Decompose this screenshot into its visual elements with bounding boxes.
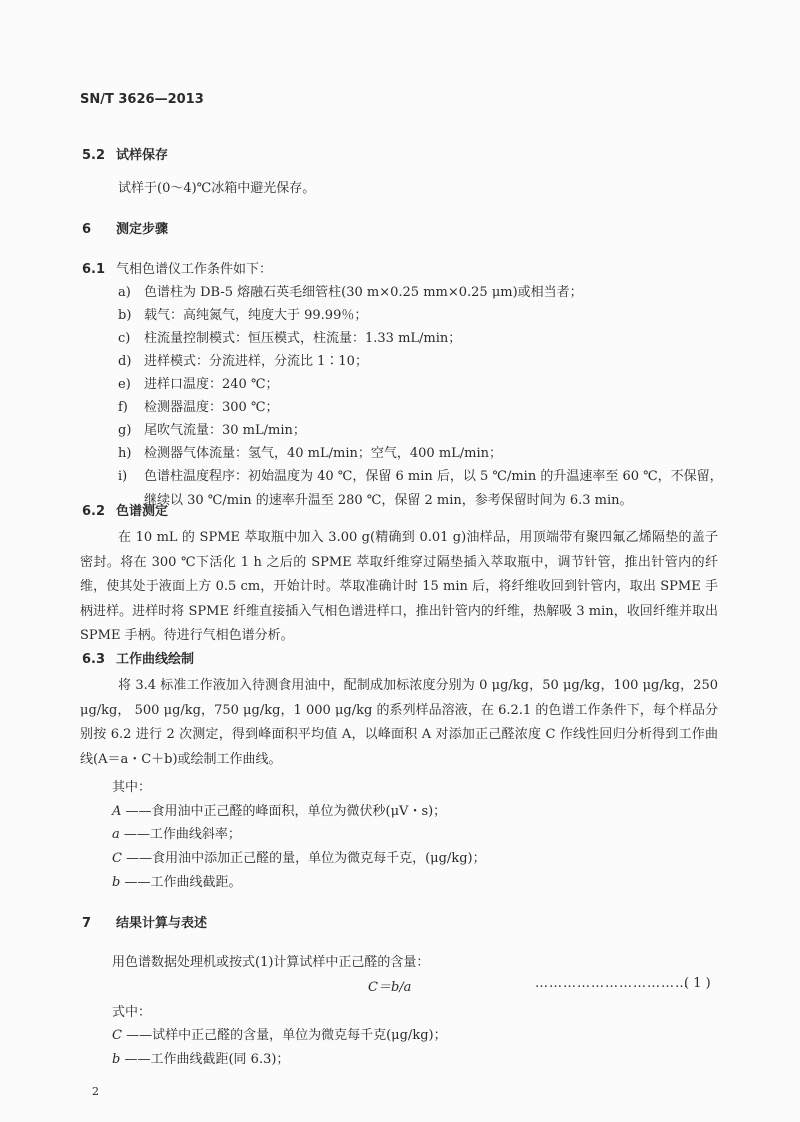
formula-leader-dots: …………………………… <box>535 976 689 991</box>
symbol: A <box>112 804 122 819</box>
definition-text: ——工作曲线截距(同 6.3)； <box>124 1052 290 1067</box>
item-text: 进样口温度：240 ℃； <box>144 377 279 392</box>
list-item <box>118 304 367 323</box>
item-text: 色谱柱温度程序：初始温度为 40 ℃，保留 6 min 后，以 5 ℃/min 的升温速率至 60 ℃，不保留， <box>144 469 723 484</box>
definition-text: ——食用油中添加正己醛的量，单位为微克每千克，(μg/kg)； <box>126 851 486 866</box>
item-label: g) <box>118 423 132 438</box>
section-title: 试样保存 <box>116 148 169 163</box>
definition-text: ——食用油中正己醛的峰面积，单位为微伏秒(μV・s)； <box>125 804 447 819</box>
section-title: 气相色谱仪工作条件如下： <box>116 262 273 277</box>
item-text: 检测器气体流量：氢气，40 mL/min；空气，400 mL/min； <box>144 446 503 461</box>
definition-text: ——工作曲线截距。 <box>124 875 242 890</box>
section-6-3-heading <box>82 648 194 667</box>
item-text: 检测器温度：300 ℃； <box>144 400 279 415</box>
symbol: C <box>112 851 122 866</box>
item-text: 尾吹气流量：30 mL/min； <box>144 423 306 438</box>
symbol: C <box>112 1028 122 1043</box>
item-label: e) <box>118 377 131 392</box>
list-item <box>118 396 279 415</box>
section-title: 结果计算与表述 <box>116 916 208 931</box>
where-label: 式中： <box>112 1005 152 1020</box>
definition-item <box>112 800 446 819</box>
definition-item <box>112 847 486 866</box>
document-code-header: SN/T 3626—2013 <box>80 92 204 107</box>
equation-number: ( 1 ) <box>684 976 711 991</box>
item-text: 柱流量控制模式：恒压模式，柱流量：1.33 mL/min； <box>144 331 462 346</box>
section-title: 测定步骤 <box>116 222 169 237</box>
section-number: 6.3 <box>82 652 106 667</box>
section-title: 工作曲线绘制 <box>116 652 195 667</box>
item-text: 色谱柱为 DB-5 熔融石英毛细管柱(30 m×0.25 mm×0.25 μm)或相当者； <box>144 285 583 300</box>
formula: C＝b/a <box>368 980 412 995</box>
list-item <box>118 281 583 300</box>
definition-text: ——试样中正己醛的含量，单位为微克每千克(μg/kg)； <box>126 1028 447 1043</box>
section-7-heading <box>82 912 207 931</box>
section-number: 6 <box>82 222 92 237</box>
section-number: 6.1 <box>82 262 106 277</box>
section-6-2-heading <box>82 500 168 519</box>
section-6-2-paragraph: 在 10 mL 的 SPME 萃取瓶中加入 3.00 g(精确到 0.01 g)油样品，用顶端带有聚四氟乙烯隔垫的盖子密封。将在 300 ℃下活化 1 h 之后的 SPME 萃取纤维穿过隔垫插入萃取瓶中，调节针管，推出针管内的纤维，使其处于液面上方 0.5 cm，开始计时。萃取准确计时 15 min 后，将纤维收回到针管内，取出 SPME 手柄进样。进样时将 SPME 纤维直接插入气相色谱进样口，推出针管内的纤维，热解吸 3 min，收回纤维并取出 SPME 手柄。待进行气相色谱分析。 <box>80 530 718 643</box>
definition-item <box>112 1024 447 1043</box>
list-item <box>118 350 368 369</box>
item-label: a) <box>118 285 131 300</box>
symbol: a <box>112 827 120 842</box>
section-5-2-heading <box>82 144 168 163</box>
section-7-text: 用色谱数据处理机或按式(1)计算试样中正己醛的含量： <box>112 955 430 970</box>
section-5-2-text: 试样于(0～4)℃冰箱中避光保存。 <box>118 181 316 196</box>
symbol: b <box>112 875 121 890</box>
list-item <box>118 327 461 346</box>
section-6-1-heading <box>82 258 272 277</box>
section-6-heading <box>82 218 168 237</box>
item-label: f) <box>118 400 128 415</box>
section-number: 6.2 <box>82 504 106 519</box>
item-label: i) <box>118 469 128 484</box>
list-item <box>118 465 723 484</box>
section-6-3-paragraph: 将 3.4 标准工作液加入待测食用油中，配制成加标浓度分别为 0 μg/kg，50 μg/kg，100 μg/kg，250 μg/kg， 500 μg/kg，750 μg/kg，1 000 μg/kg 的系列样品溶液，在 6.2.1 的色谱工作条件下，每个样品分别按 6.2 进行 2 次测定，得到峰面积平均值 A，以峰面积 A 对添加正己醛浓度 C 作线性回归分析得到工作曲线(A＝a・C＋b)或绘制工作曲线。 <box>80 678 718 767</box>
list-item-continuation: 继续以 30 ℃/min 的速率升温至 280 ℃，保留 2 min，参考保留时间为 6.3 min。 <box>144 493 633 508</box>
list-item <box>118 442 502 461</box>
item-text: 进样模式：分流进样，分流比 1∶10； <box>144 354 368 369</box>
symbol: b <box>112 1052 121 1067</box>
definition-text: ——工作曲线斜率； <box>123 827 241 842</box>
item-text: 载气：高纯氮气，纯度大于 99.99％； <box>144 308 368 323</box>
section-number: 5.2 <box>82 148 106 163</box>
item-label: c) <box>118 331 131 346</box>
section-number: 7 <box>82 916 92 931</box>
list-item <box>118 373 279 392</box>
item-label: h) <box>118 446 132 461</box>
definition-item <box>112 871 241 890</box>
page-number: 2 <box>92 1085 99 1098</box>
item-label: d) <box>118 354 132 369</box>
definition-item <box>112 1048 289 1067</box>
list-item <box>118 419 306 438</box>
definition-item <box>112 823 241 842</box>
item-label: b) <box>118 308 132 323</box>
where-label: 其中： <box>112 780 152 795</box>
section-title: 色谱测定 <box>116 504 169 519</box>
